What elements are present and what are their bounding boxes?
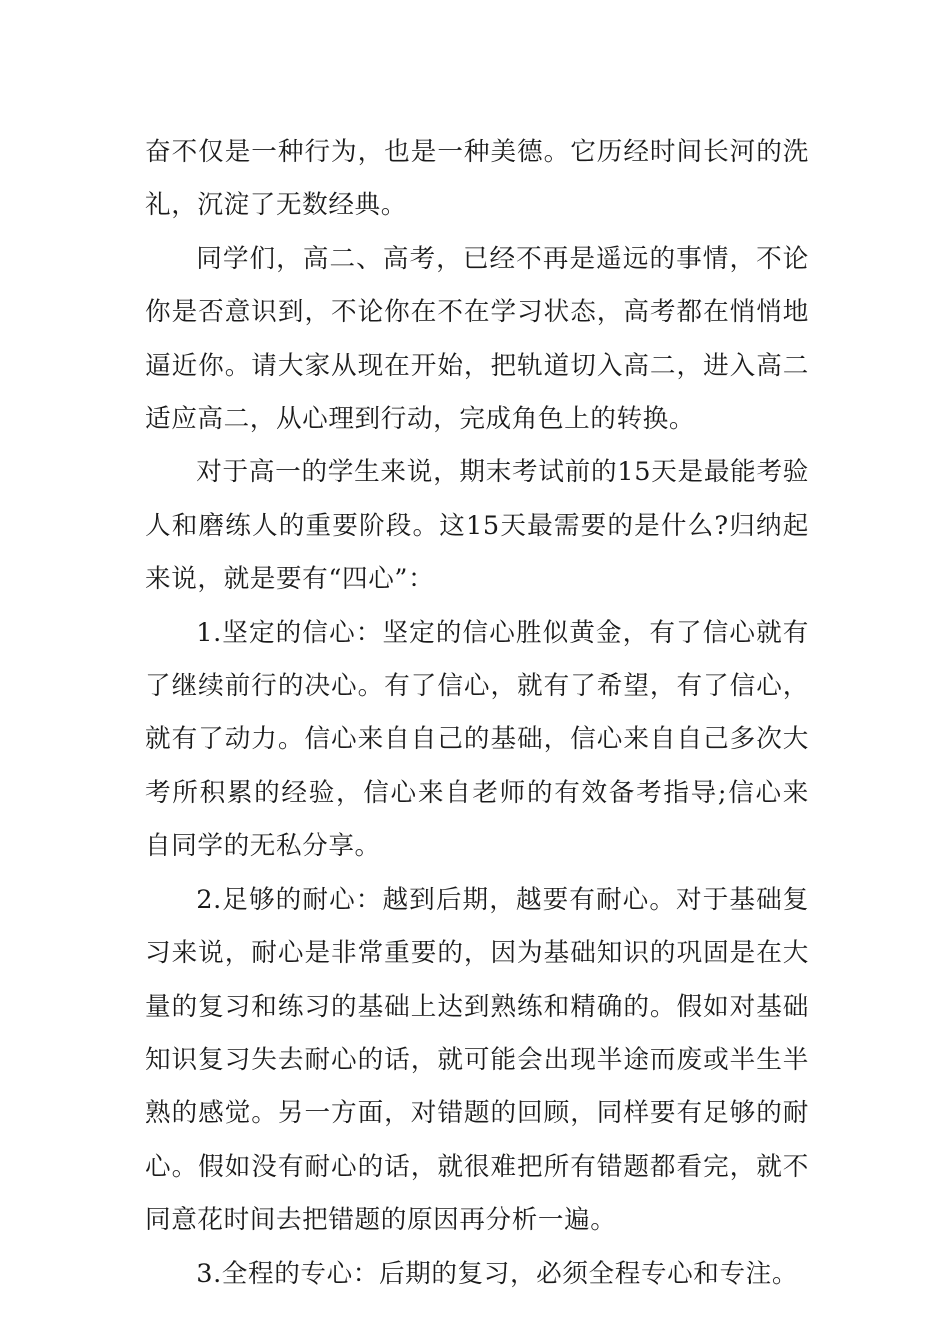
- paragraph-confidence: 1.坚定的信心：坚定的信心胜似黄金，有了信心就有了继续前行的决心。有了信心，就有了希望，有了信心，就有了动力。信心来自自己的基础，信心来自自己多次大考所积累的经验，信心来自老师的有效备考指导;信心来自同学的无私分享。: [145, 617, 809, 862]
- paragraph-focus: 3.全程的专心：后期的复习，必须全程专心和专注。: [196, 1258, 799, 1289]
- document-body: [145, 126, 809, 1301]
- paragraph-patience: 2.足够的耐心：越到后期，越要有耐心。对于基础复习来说，耐心是非常重要的，因为基础知识的巩固是在大量的复习和练习的基础上达到熟练和精确的。假如对基础知识复习失去耐心的话，就可能会出现半途而废或半生半熟的感觉。另一方面，对错题的回顾，同样要有足够的耐心。假如没有耐心的话，就很难把所有错题都看完，就不同意花时间去把错题的原因再分析一遍。: [145, 884, 809, 1236]
- paragraph-four-hearts-intro: 对于高一的学生来说，期末考试前的15天是最能考验人和磨练人的重要阶段。这15天最需要的是什么?归纳起来说，就是要有“四心”：: [145, 457, 809, 595]
- paragraph-continued: 奋不仅是一种行为，也是一种美德。它历经时间长河的洗礼，沉淀了无数经典。: [145, 137, 809, 221]
- paragraph-gaokao-approaching: 同学们，高二、高考，已经不再是遥远的事情，不论你是否意识到，不论你在不在学习状态，高考都在悄悄地逼近你。请大家从现在开始，把轨道切入高二，进入高二适应高二，从心理到行动，完成角色上的转换。: [145, 243, 809, 435]
